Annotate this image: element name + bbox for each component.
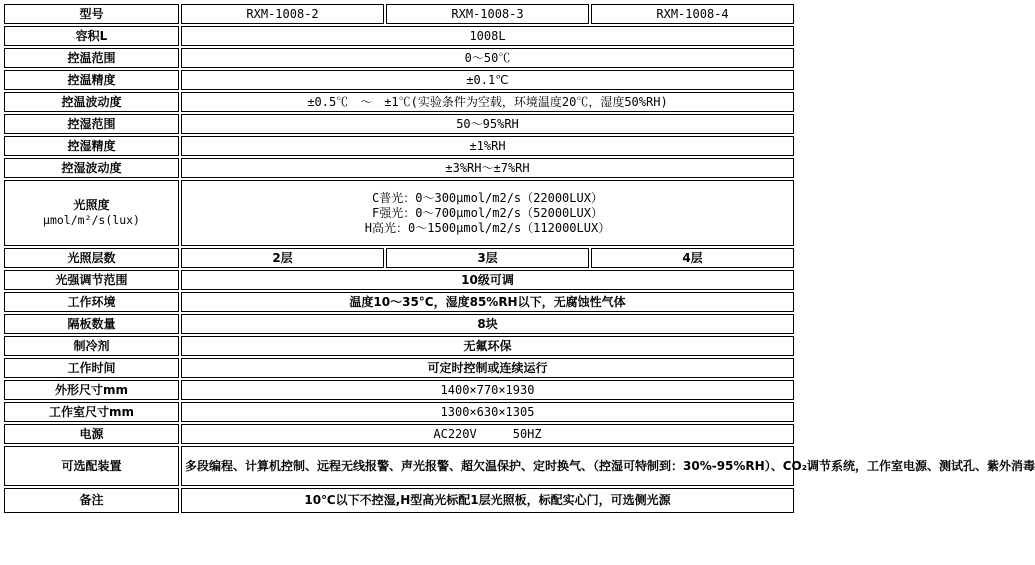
temp-fluctuation-value: ±0.5℃ ～ ±1℃(实验条件为空载，环境温度20℃，湿度50%RH) (181, 92, 794, 112)
row-humidity-precision (4, 136, 794, 156)
label-light-adjust: 光强调节范围 (4, 270, 179, 290)
model-value-2: RXM-1008-3 (386, 4, 589, 24)
label-model: 型号 (4, 4, 179, 24)
row-illuminance (4, 180, 794, 246)
row-power (4, 424, 794, 444)
light-adjust-value: 10级可调 (181, 270, 794, 290)
humidity-range-value: 50～95%RH (181, 114, 794, 134)
work-env-value: 温度10～35°C，湿度85%RH以下，无腐蚀性气体 (181, 292, 794, 312)
row-chamber-size (4, 402, 794, 422)
label-power: 电源 (4, 424, 179, 444)
illuminance-line-c: C普光：0～300μmol/m2/s（22000LUX） (372, 190, 603, 205)
humidity-precision-value: ±1%RH (181, 136, 794, 156)
label-humidity-range: 控湿范围 (4, 114, 179, 134)
label-temp-fluctuation: 控温波动度 (4, 92, 179, 112)
light-layers-value-3: 4层 (591, 248, 794, 268)
row-temp-range (4, 48, 794, 68)
row-shelves (4, 314, 794, 334)
temp-precision-value: ±0.1℃ (181, 70, 794, 90)
label-humidity-precision: 控湿精度 (4, 136, 179, 156)
spec-table (2, 2, 1035, 515)
label-light-layers: 光照层数 (4, 248, 179, 268)
row-humidity-fluctuation (4, 158, 794, 178)
options-value: 多段编程、计算机控制、远程无线报警、声光报警、超欠温保护、定时换气、（控湿可特制到：30%-95%RH）、CO₂调节系统，工作室电源、测试孔、紫外消毒 (181, 446, 794, 486)
power-value: AC220V 50HZ (181, 424, 794, 444)
illuminance-line-h: H高光：0～1500μmol/m2/s（112000LUX） (364, 220, 611, 235)
label-remarks: 备注 (4, 488, 179, 513)
illuminance-value (181, 180, 794, 246)
shelves-value: 8块 (181, 314, 794, 334)
label-chamber-size: 工作室尺寸mm (4, 402, 179, 422)
row-remarks (4, 488, 794, 513)
row-temp-fluctuation (4, 92, 794, 112)
row-humidity-range (4, 114, 794, 134)
row-model (4, 4, 794, 24)
row-volume (4, 26, 794, 46)
label-shelves: 隔板数量 (4, 314, 179, 334)
model-value-3: RXM-1008-4 (591, 4, 794, 24)
label-options: 可选配装置 (4, 446, 179, 486)
label-temp-range: 控温范围 (4, 48, 179, 68)
row-refrigerant (4, 336, 794, 356)
label-refrigerant: 制冷剂 (4, 336, 179, 356)
row-options (4, 446, 794, 486)
row-temp-precision (4, 70, 794, 90)
temp-range-value: 0～50℃ (181, 48, 794, 68)
illuminance-label-line2: μmol/m²/s(lux) (43, 213, 140, 227)
label-work-time: 工作时间 (4, 358, 179, 378)
light-layers-value-2: 3层 (386, 248, 589, 268)
label-outer-size: 外形尺寸mm (4, 380, 179, 400)
model-value-1: RXM-1008-2 (181, 4, 384, 24)
light-layers-value-1: 2层 (181, 248, 384, 268)
illuminance-line-f: F强光：0～700μmol/m2/s（52000LUX） (372, 205, 603, 220)
label-temp-precision: 控温精度 (4, 70, 179, 90)
remarks-value: 10℃以下不控湿,H型高光标配1层光照板，标配实心门，可选侧光源 (181, 488, 794, 513)
refrigerant-value: 无氟环保 (181, 336, 794, 356)
label-humidity-fluctuation: 控湿波动度 (4, 158, 179, 178)
label-illuminance (4, 180, 179, 246)
illuminance-label-line1: 光照度 (73, 198, 110, 212)
humidity-fluctuation-value: ±3%RH～±7%RH (181, 158, 794, 178)
row-light-layers (4, 248, 794, 268)
row-work-env (4, 292, 794, 312)
chamber-size-value: 1300×630×1305 (181, 402, 794, 422)
row-outer-size (4, 380, 794, 400)
row-light-adjust (4, 270, 794, 290)
volume-value: 1008L (181, 26, 794, 46)
label-work-env: 工作环境 (4, 292, 179, 312)
label-volume: 容积L (4, 26, 179, 46)
work-time-value: 可定时控制或连续运行 (181, 358, 794, 378)
row-work-time (4, 358, 794, 378)
outer-size-value: 1400×770×1930 (181, 380, 794, 400)
